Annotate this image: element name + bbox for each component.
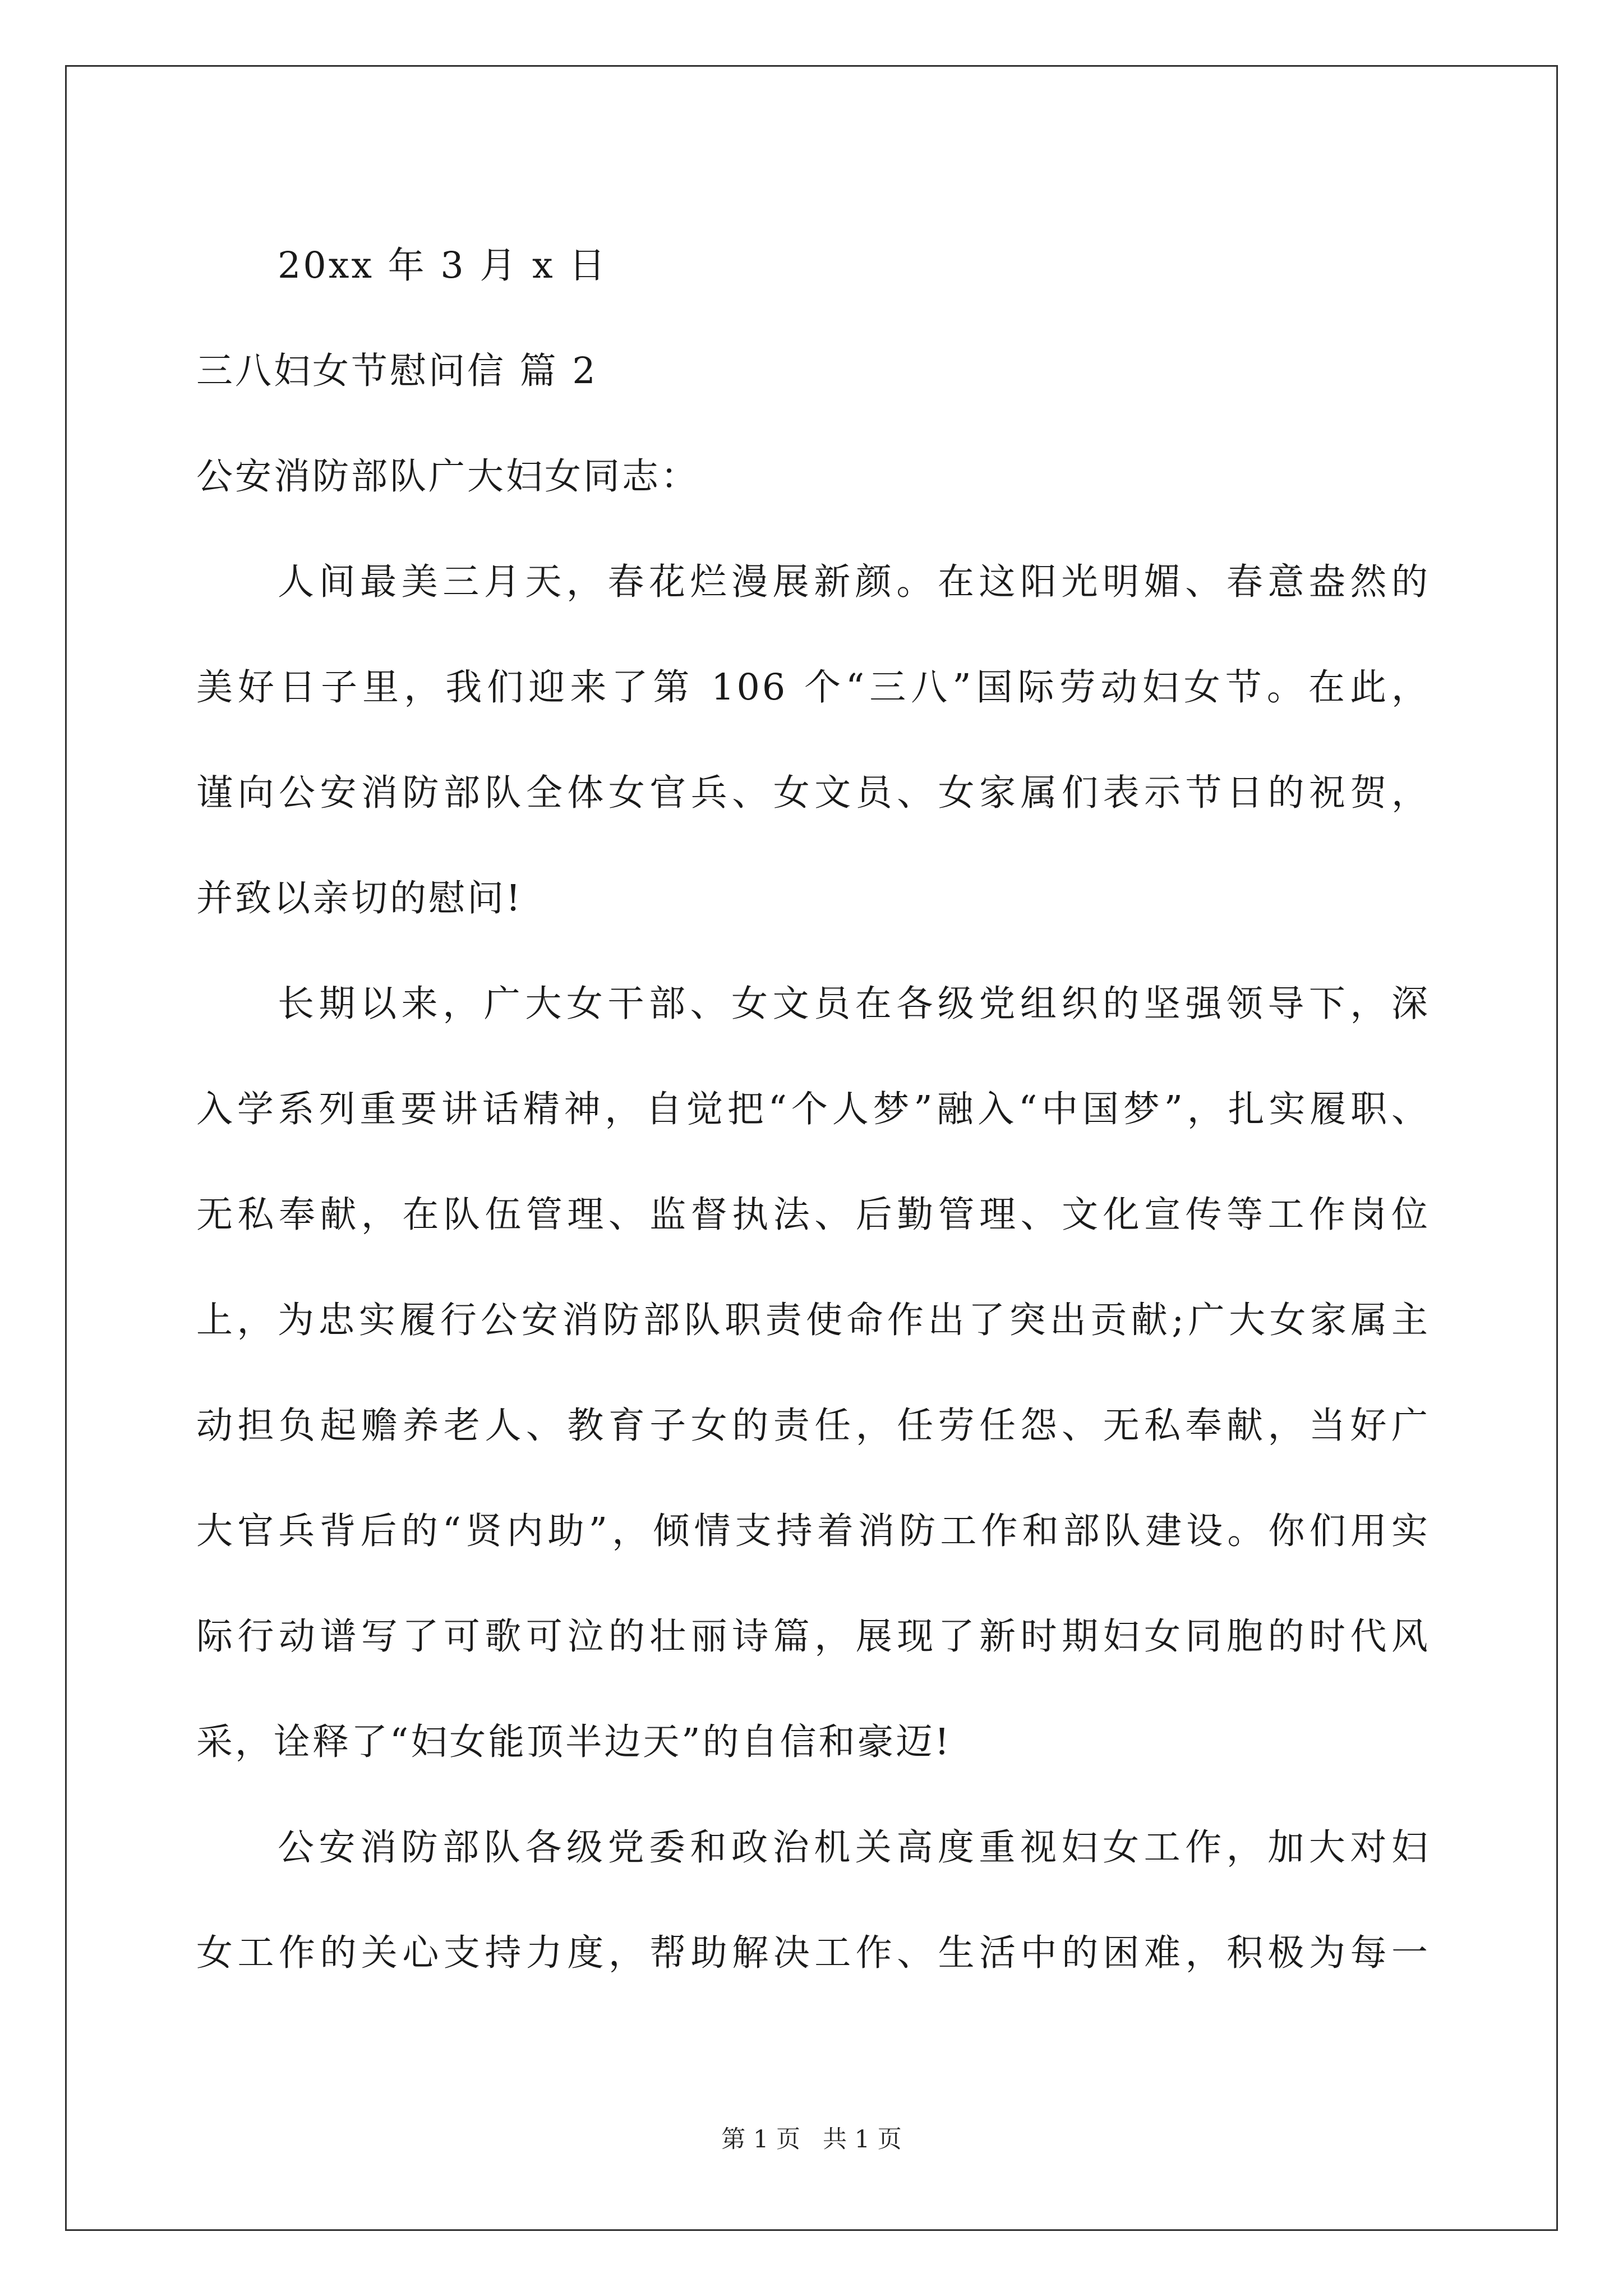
paragraph-line: 美好日子里，我们迎来了第 106 个“三八”国际劳动妇女节。在此， xyxy=(196,666,1430,708)
paragraph-3 xyxy=(196,1795,1430,2006)
paragraph-line: 上，为忠实履行公安消防部队职责使命作出了突出贡献;广大女家属主 xyxy=(196,1299,1430,1341)
paragraph-line: 大官兵背后的“贤内助”，倾情支持着消防工作和部队建设。你们用实 xyxy=(196,1510,1430,1552)
page-total: 共 1 页 xyxy=(823,2125,902,2154)
paragraph-line: 入学系列重要讲话精神，自觉把“个人梦”融入“中国梦”，扎实履职、 xyxy=(196,1088,1430,1130)
paragraph-2 xyxy=(196,951,1430,1795)
paragraph-line: 谨向公安消防部队全体女官兵、女文员、女家属们表示节日的祝贺， xyxy=(196,772,1430,814)
paragraph-1 xyxy=(196,530,1430,951)
paragraph-line: 公安消防部队各级党委和政治机关高度重视妇女工作，加大对妇 xyxy=(278,1826,1430,1869)
paragraph-line: 无私奉献，在队伍管理、监督执法、后勤管理、文化宣传等工作岗位 xyxy=(196,1194,1430,1236)
document-body xyxy=(196,213,1430,2006)
paragraph-line: 并致以亲切的慰问! xyxy=(196,877,523,919)
paragraph-line: 女工作的关心支持力度，帮助解决工作、生活中的困难，积极为每一 xyxy=(196,1932,1430,1974)
page-footer xyxy=(0,2120,1623,2155)
document-title: 三八妇女节慰问信 篇 2 xyxy=(196,350,598,392)
paragraph-line: 长期以来，广大女干部、女文员在各级党组织的坚强领导下，深 xyxy=(278,983,1430,1025)
page-number: 第 1 页 xyxy=(721,2125,800,2154)
paragraph-line: 际行动谱写了可歌可泣的壮丽诗篇，展现了新时期妇女同胞的时代风 xyxy=(196,1616,1430,1658)
paragraph-line: 动担负起赡养老人、教育子女的责任，任劳任怨、无私奉献，当好广 xyxy=(196,1405,1430,1447)
salutation: 公安消防部队广大妇女同志： xyxy=(196,455,700,498)
paragraph-line: 采，诠释了“妇女能顶半边天”的自信和豪迈! xyxy=(196,1721,952,1763)
date-line: 20xx 年 3 月 x 日 xyxy=(278,245,608,287)
paragraph-line: 人间最美三月天，春花烂漫展新颜。在这阳光明媚、春意盎然的 xyxy=(278,561,1430,603)
